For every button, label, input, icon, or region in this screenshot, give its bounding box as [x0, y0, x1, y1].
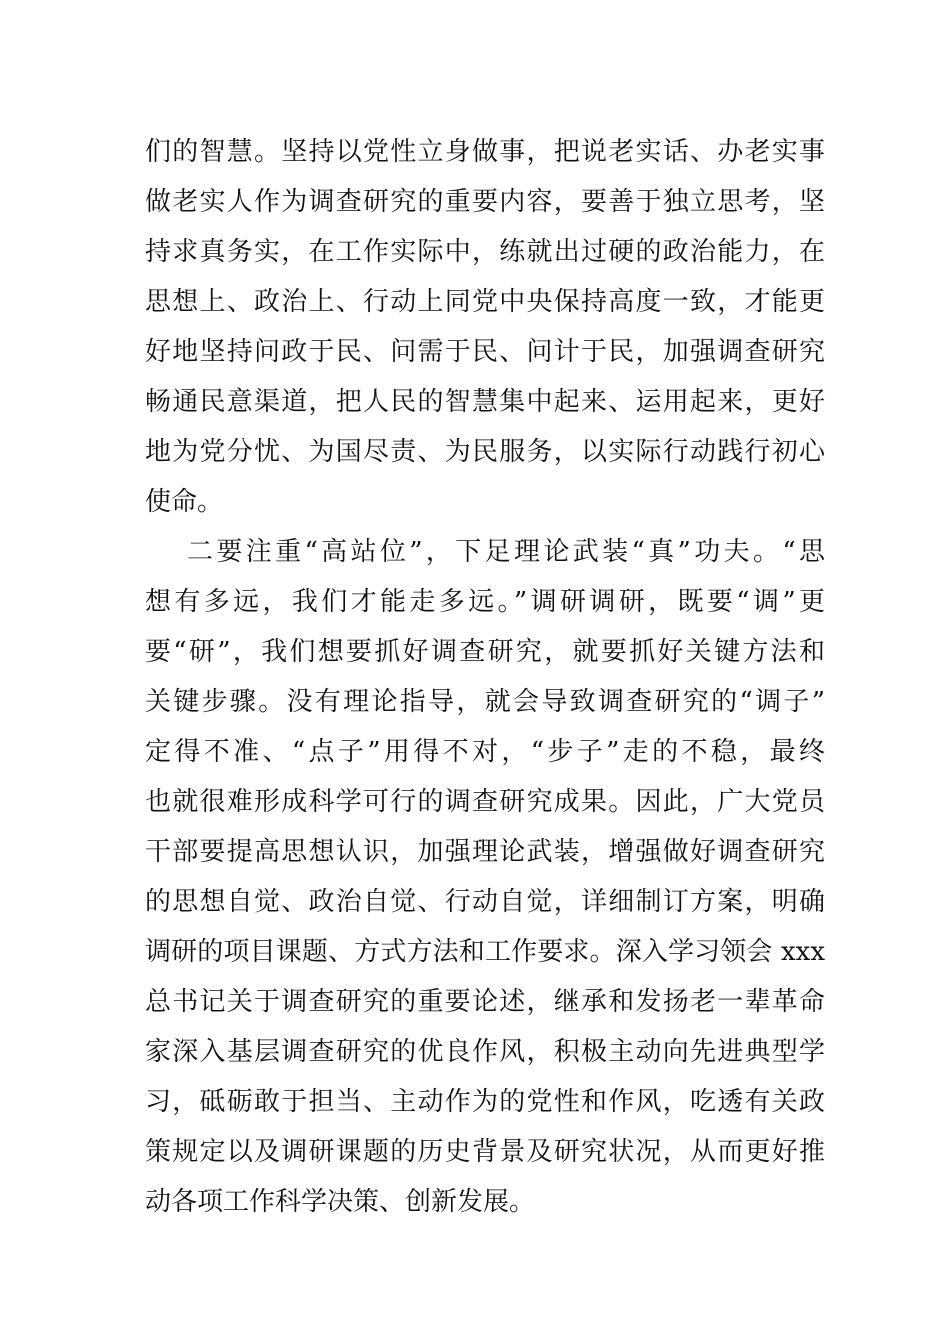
text-line: 动各项工作科学决策、创新发展。: [145, 1187, 536, 1217]
text-line: 二要注重“高站位”，下足理论武装“真”功夫。“思: [187, 537, 825, 567]
text-line: 好地坚持问政于民、问需于民、问计于民，加强调查研究: [145, 337, 825, 367]
text-line: 要“研”，我们想要抓好调查研究，就要抓好关键方法和: [145, 637, 825, 667]
text-line: 家深入基层调查研究的优良作风，积极主动向先进典型学: [145, 1037, 825, 1067]
text-line: 习，砥砺敢于担当、主动作为的党性和作风，吃透有关政: [145, 1087, 825, 1117]
text-line: 干部要提高思想认识，加强理论武装，增强做好调查研究: [145, 837, 825, 867]
text-line: 总书记关于调查研究的重要论述，继承和发扬老一辈革命: [145, 987, 825, 1017]
text-line: 的思想自觉、政治自觉、行动自觉，详细制订方案，明确: [145, 887, 825, 917]
text-line: 调研的项目课题、方式方法和工作要求。深入学习领会 xxx: [145, 937, 825, 967]
text-line: 畅通民意渠道，把人民的智慧集中起来、运用起来，更好: [145, 387, 825, 417]
text-line: 关键步骤。没有理论指导，就会导致调查研究的“调子”: [145, 687, 825, 717]
text-line: 也就很难形成科学可行的调查研究成果。因此，广大党员: [145, 787, 825, 817]
text-line: 想有多远，我们才能走多远。”调研调研，既要“调”更: [145, 587, 825, 617]
text-line: 思想上、政治上、行动上同党中央保持高度一致，才能更: [145, 287, 825, 317]
text-line: 地为党分忧、为国尽责、为民服务，以实际行动践行初心: [145, 437, 825, 467]
text-line: 定得不准、“点子”用得不对，“步子”走的不稳，最终: [145, 737, 825, 767]
text-line: 持求真务实，在工作实际中，练就出过硬的政治能力，在: [145, 237, 825, 267]
text-line: 策规定以及调研课题的历史背景及研究状况，从而更好推: [145, 1137, 825, 1167]
text-line: 们的智慧。坚持以党性立身做事，把说老实话、办老实事: [145, 137, 825, 167]
text-line: 做老实人作为调查研究的重要内容，要善于独立思考，坚: [145, 187, 825, 217]
text-line: 使命。: [145, 487, 224, 517]
